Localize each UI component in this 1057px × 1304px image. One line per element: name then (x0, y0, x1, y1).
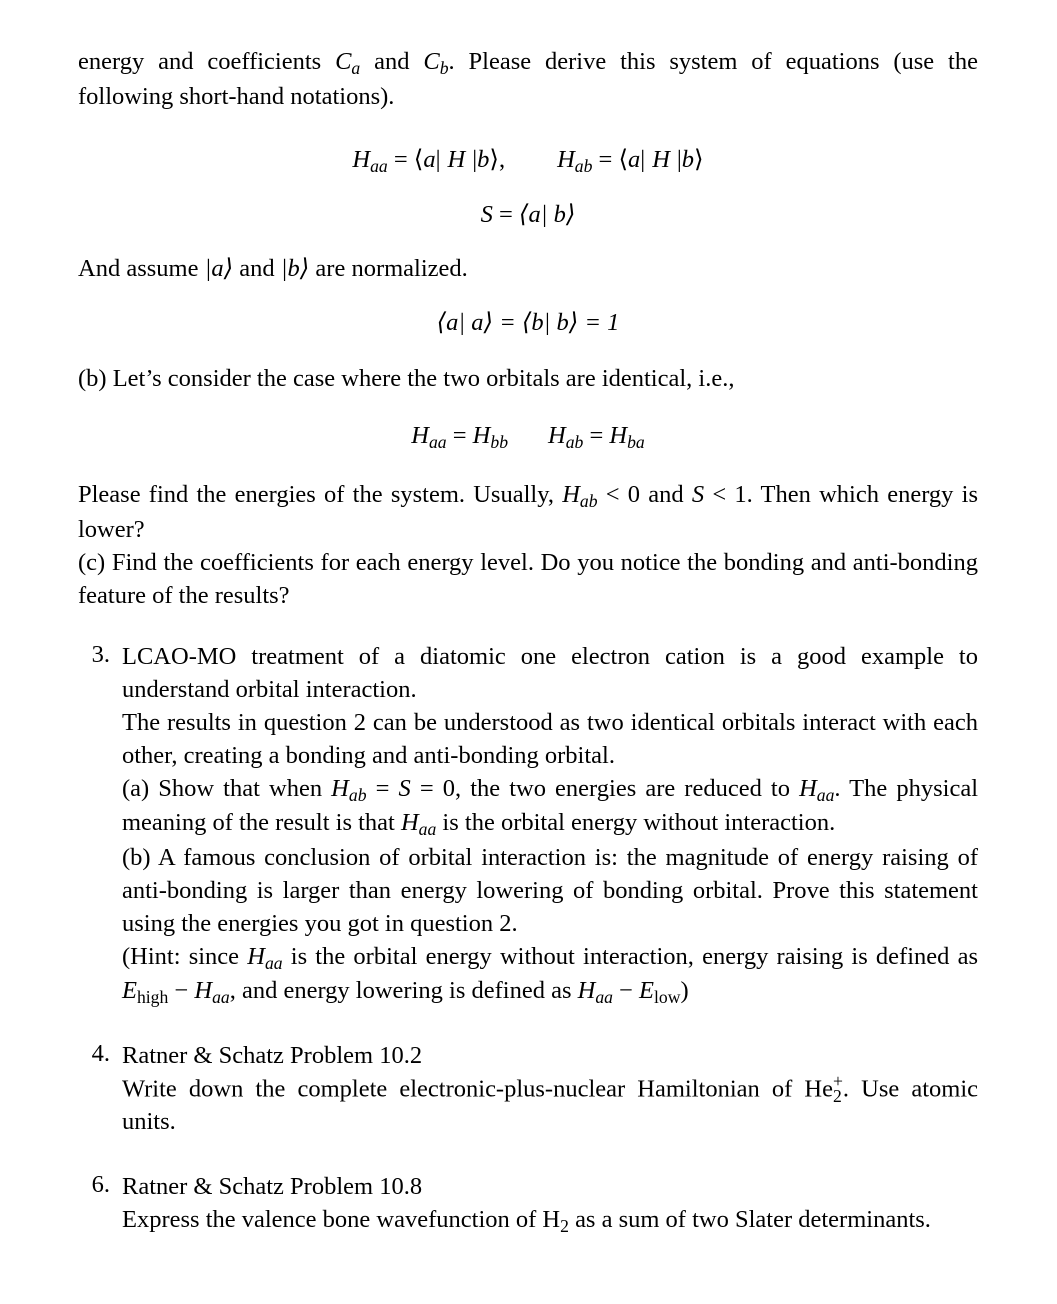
eq1b-bar-2: | (676, 145, 682, 173)
item3-part-a (122, 773, 978, 842)
eq1b-bra-open: ⟨ (618, 145, 629, 173)
ket-b: |b⟩ (280, 254, 310, 282)
symbol-S: S (691, 481, 705, 509)
eq1-equals: = (387, 145, 414, 173)
eq4-equals-2: = (583, 422, 610, 450)
eq4-Haa: H (411, 422, 429, 450)
he2-plus-script (832, 1070, 843, 1107)
intro-paragraph (78, 46, 978, 114)
energies-part3: < 1. Then which energy is lower? (78, 481, 978, 543)
eq4-Haa-sub: aa (428, 432, 447, 453)
eq1b-bar-1: | (640, 145, 646, 173)
eq1-ket-close: ⟩ (489, 145, 499, 173)
energies-part1: Please find the energies of the system. Usually, (78, 481, 563, 509)
page-content (78, 46, 978, 1239)
eq2-equals: = (492, 200, 519, 228)
item3hint-minus1: − (168, 977, 195, 1005)
item3hint-Elow: E (639, 977, 654, 1005)
eq1-H: H (447, 145, 466, 173)
item3hint-Haa2: H (194, 977, 213, 1005)
assume-part2: and (233, 254, 281, 282)
symbol-Ca-subscript: a (351, 57, 361, 78)
item4-line2 (122, 1070, 979, 1139)
item3a-Hab: H (331, 774, 349, 802)
assume-part3: are normalized. (309, 254, 468, 282)
list-item-3-body (122, 641, 978, 1010)
equation-identical-orbitals (78, 422, 978, 453)
eq1-bar-2: | (472, 145, 478, 173)
eq2-S: S (480, 200, 493, 228)
symbol-Hab-sub: ab (579, 491, 598, 512)
item3hint-Haa: H (247, 942, 265, 970)
list-item-6-number: 6. (91, 1171, 110, 1199)
item3a-Haa2-sub: aa (418, 819, 437, 840)
eq1-Haa-sub: aa (370, 155, 388, 176)
list-item-6-body (122, 1171, 978, 1239)
item3-hint (122, 941, 978, 1010)
eq1-bra-open: ⟨ (413, 145, 424, 173)
eq1-b: b (477, 145, 490, 173)
equation-normalization (78, 307, 978, 337)
eq4-Hba-sub: ba (627, 432, 645, 453)
symbol-Ca: C (335, 48, 352, 75)
energies-question (78, 479, 978, 547)
item3hint-p1: (Hint: since (122, 942, 248, 970)
item3hint-p3: , and energy lowering is defined as (229, 977, 578, 1005)
item3a-S: S (398, 774, 411, 802)
item6-line1: Ratner & Schatz Problem 10.8 (122, 1173, 423, 1201)
item4-p2: . Use atomic units. (122, 1075, 979, 1136)
item3a-Haa2: H (400, 809, 419, 837)
assume-part1: And assume (78, 254, 205, 282)
eq1-comma: , (498, 145, 506, 173)
item3a-Haa-sub: aa (816, 784, 835, 805)
eq4-Hbb-sub: bb (490, 432, 508, 453)
eq1-Hab-sub: ab (574, 155, 593, 176)
item3hint-p4: ) (680, 977, 689, 1005)
item3a-p3: is the orbital energy without interaction. (436, 809, 836, 837)
list-item-3 (78, 641, 978, 1010)
item3a-eq1: = (366, 774, 399, 802)
part-b-text: (b) Let’s consider the case where the two orbitals are identical, i.e., (78, 365, 735, 393)
symbol-Hab: H (562, 481, 580, 509)
eq4-Hbb: H (472, 422, 491, 450)
eq1-Hab: H (557, 145, 575, 173)
eq4-Hba: H (609, 422, 628, 450)
list-item-4 (78, 1040, 978, 1139)
intro-text-part1: energy and coefficients (78, 48, 336, 75)
part-c-statement (78, 547, 978, 613)
eq1-bar-1: | (435, 145, 441, 173)
eq1-Haa: H (352, 145, 371, 173)
intro-text-part2: . Please derive this system of equations (use the following short-hand notations). (78, 48, 978, 110)
list-item-6 (78, 1171, 978, 1239)
item3a-Haa: H (799, 774, 817, 802)
item3-part-b: (b) A famous conclusion of orbital interaction is: the magnitude of energy raising of anti-bonding is larger than energy lowering of bonding orbital. Prove this statement using the energies you got in question 2. (122, 843, 978, 937)
ket-a: |a⟩ (204, 254, 234, 282)
item3hint-Ehigh-sub: high (136, 987, 169, 1008)
list-item-4-number: 4. (91, 1040, 110, 1067)
eq1b-a: a (628, 145, 641, 173)
intro-and: and (360, 48, 424, 75)
h2-subscript: 2 (560, 1216, 569, 1237)
item3a-Hab-sub: ab (348, 784, 367, 805)
item3hint-Haa2-sub: aa (212, 987, 230, 1008)
eq1-a: a (423, 145, 436, 173)
item3hint-Ehigh: E (122, 977, 137, 1005)
energies-part2: < 0 and (597, 481, 692, 509)
item3hint-Haa-sub: aa (264, 952, 283, 973)
item3hint-minus2: − (612, 977, 640, 1005)
eq4-Hab-sub: ab (565, 432, 584, 453)
item3hint-Haa3-sub: aa (595, 987, 613, 1008)
item3a-eq2: = 0, the two energies are reduced to (410, 774, 800, 802)
item6-p2: as a sum of two Slater determinants. (568, 1206, 931, 1234)
item3a-p1: (a) Show that when (122, 774, 332, 802)
eq2-rhs: ⟨a| b⟩ (518, 200, 576, 228)
part-c-text: (c) Find the coefficients for each energy level. Do you notice the bonding and anti-bonding feature of the results? (78, 548, 978, 609)
item4-line1: Ratner & Schatz Problem 10.2 (122, 1042, 423, 1069)
eq4-equals-1: = (446, 422, 473, 450)
item3a-p2: . The physical meaning of the result is that (122, 774, 978, 837)
eq1b-ket-close: ⟩ (694, 145, 704, 173)
normalization-assumption (78, 253, 978, 286)
item3hint-p2: is the orbital energy without interaction, energy raising is defined as (282, 942, 978, 970)
item4-p1: Write down the complete electronic-plus-nuclear Hamiltonian of He (122, 1075, 833, 1103)
item3hint-Haa3: H (577, 977, 596, 1005)
item3-line1: LCAO-MO treatment of a diatomic one electron cation is a good example to understand orbital interaction. (122, 642, 978, 703)
equation-haa-hab (78, 144, 978, 177)
eq4-Hab: H (548, 422, 566, 450)
eq1b-b: b (681, 145, 695, 173)
he2-subscript: 2 (832, 1086, 842, 1107)
eq1b-H: H (652, 145, 670, 173)
symbol-Cb-subscript: b (439, 57, 449, 78)
list-item-4-body (122, 1040, 978, 1139)
he2-superscript: + (832, 1070, 843, 1091)
symbol-Cb: C (423, 48, 440, 75)
part-b-statement (78, 363, 978, 396)
eq1-equals-2: = (592, 145, 619, 173)
item3hint-Elow-sub: low (654, 987, 681, 1008)
item6-p1: Express the valence bone wavefunction of H (122, 1206, 561, 1234)
eq3-text: ⟨a| a⟩ = ⟨b| b⟩ = 1 (436, 309, 620, 337)
item6-line2 (122, 1204, 978, 1239)
equation-overlap-S (78, 199, 978, 229)
item3-line2: The results in question 2 can be understood as two identical orbitals interact with each other, creating a bonding and anti-bonding orbital. (122, 708, 978, 769)
list-item-3-number: 3. (91, 640, 110, 668)
